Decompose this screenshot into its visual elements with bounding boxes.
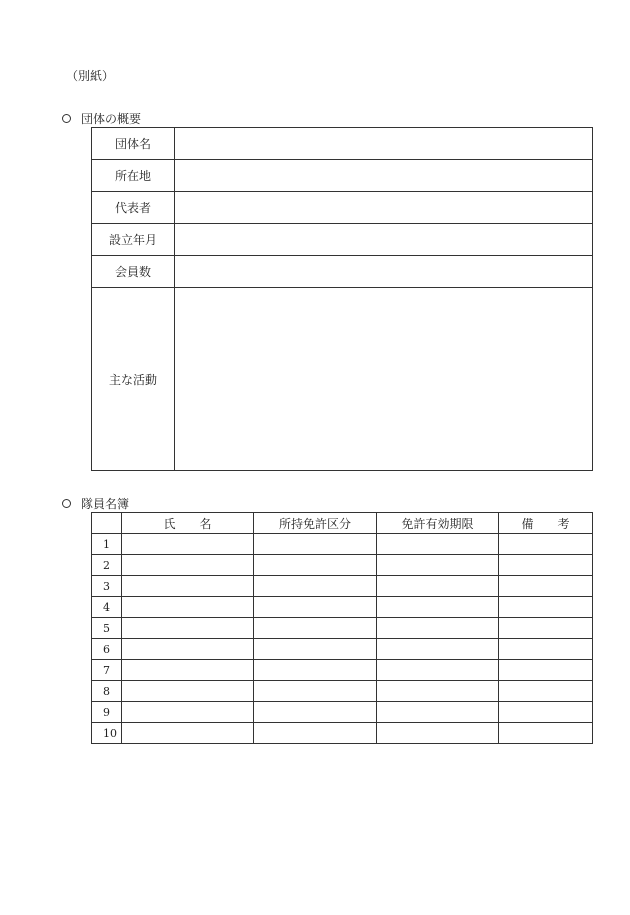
circle-bullet-icon	[62, 114, 71, 123]
license-type-cell[interactable]	[254, 723, 377, 744]
circle-bullet-icon	[62, 499, 71, 508]
remarks-cell[interactable]	[499, 723, 593, 744]
table-row	[92, 618, 593, 639]
column-header-name: 氏 名	[122, 513, 254, 534]
license-expiry-cell[interactable]	[377, 576, 499, 597]
table-row	[92, 576, 593, 597]
license-expiry-cell[interactable]	[377, 534, 499, 555]
table-row	[92, 723, 593, 744]
license-type-cell[interactable]	[254, 702, 377, 723]
overview-title-text: 団体の概要	[81, 112, 142, 126]
remarks-cell[interactable]	[499, 639, 593, 660]
roster-table	[91, 512, 593, 744]
overview-table	[91, 127, 593, 471]
name-cell[interactable]	[122, 681, 254, 702]
name-cell[interactable]	[122, 639, 254, 660]
table-row	[92, 681, 593, 702]
row-number: 4	[92, 597, 122, 618]
roster-title-text: 隊員名簿	[81, 497, 130, 511]
table-row	[92, 702, 593, 723]
license-type-cell[interactable]	[254, 555, 377, 576]
license-expiry-cell[interactable]	[377, 639, 499, 660]
overview-label: 団体名	[92, 128, 175, 160]
license-type-cell[interactable]	[254, 618, 377, 639]
remarks-cell[interactable]	[499, 534, 593, 555]
row-number: 7	[92, 660, 122, 681]
name-cell[interactable]	[122, 597, 254, 618]
name-cell[interactable]	[122, 576, 254, 597]
overview-label: 主な活動	[92, 288, 175, 471]
overview-label: 会員数	[92, 256, 175, 288]
overview-section-title	[62, 110, 141, 127]
table-row	[92, 288, 593, 471]
table-row	[92, 128, 593, 160]
table-row	[92, 160, 593, 192]
license-expiry-cell[interactable]	[377, 597, 499, 618]
name-cell[interactable]	[122, 723, 254, 744]
license-expiry-cell[interactable]	[377, 723, 499, 744]
row-number: 10	[92, 723, 122, 744]
table-row	[92, 224, 593, 256]
row-number: 6	[92, 639, 122, 660]
table-row	[92, 192, 593, 224]
overview-value-field[interactable]	[175, 288, 593, 471]
license-type-cell[interactable]	[254, 576, 377, 597]
license-expiry-cell[interactable]	[377, 555, 499, 576]
license-type-cell[interactable]	[254, 534, 377, 555]
license-expiry-cell[interactable]	[377, 702, 499, 723]
remarks-cell[interactable]	[499, 576, 593, 597]
license-type-cell[interactable]	[254, 660, 377, 681]
roster-body	[92, 534, 593, 744]
name-cell[interactable]	[122, 534, 254, 555]
overview-value-field[interactable]	[175, 128, 593, 160]
table-row	[92, 660, 593, 681]
table-row	[92, 597, 593, 618]
license-expiry-cell[interactable]	[377, 681, 499, 702]
overview-value-field[interactable]	[175, 224, 593, 256]
remarks-cell[interactable]	[499, 660, 593, 681]
overview-label: 所在地	[92, 160, 175, 192]
license-expiry-cell[interactable]	[377, 660, 499, 681]
row-number: 3	[92, 576, 122, 597]
remarks-cell[interactable]	[499, 597, 593, 618]
roster-section-title	[62, 495, 129, 512]
license-type-cell[interactable]	[254, 597, 377, 618]
overview-label: 代表者	[92, 192, 175, 224]
column-header-license-expiry: 免許有効期限	[377, 513, 499, 534]
row-number: 1	[92, 534, 122, 555]
table-row	[92, 639, 593, 660]
remarks-cell[interactable]	[499, 681, 593, 702]
name-cell[interactable]	[122, 618, 254, 639]
table-header-row	[92, 513, 593, 534]
name-cell[interactable]	[122, 702, 254, 723]
annex-label: （別紙）	[66, 69, 115, 83]
name-cell[interactable]	[122, 555, 254, 576]
remarks-cell[interactable]	[499, 702, 593, 723]
remarks-cell[interactable]	[499, 555, 593, 576]
table-row	[92, 555, 593, 576]
license-type-cell[interactable]	[254, 681, 377, 702]
column-header-license-type: 所持免許区分	[254, 513, 377, 534]
overview-value-field[interactable]	[175, 160, 593, 192]
row-number: 2	[92, 555, 122, 576]
name-cell[interactable]	[122, 660, 254, 681]
table-row	[92, 534, 593, 555]
license-expiry-cell[interactable]	[377, 618, 499, 639]
license-type-cell[interactable]	[254, 639, 377, 660]
column-header-remarks: 備 考	[499, 513, 593, 534]
table-row	[92, 256, 593, 288]
remarks-cell[interactable]	[499, 618, 593, 639]
overview-value-field[interactable]	[175, 192, 593, 224]
column-header-number	[92, 513, 122, 534]
row-number: 5	[92, 618, 122, 639]
row-number: 9	[92, 702, 122, 723]
overview-label: 設立年月	[92, 224, 175, 256]
overview-value-field[interactable]	[175, 256, 593, 288]
row-number: 8	[92, 681, 122, 702]
